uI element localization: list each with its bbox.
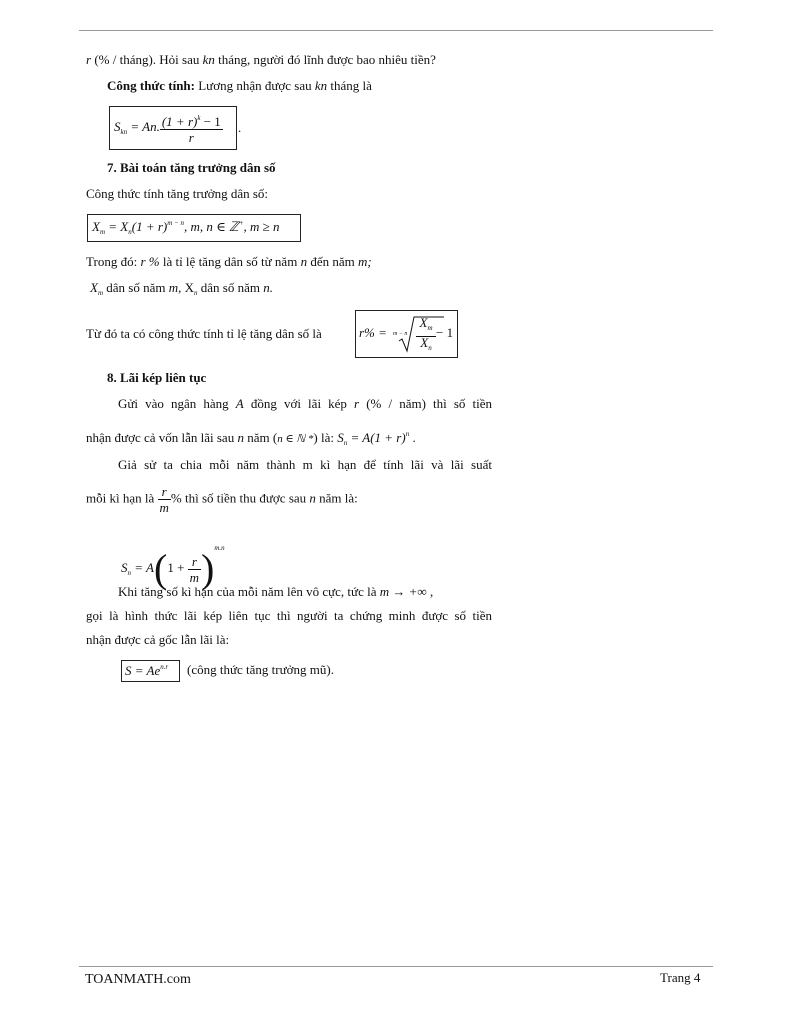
formula-population-box: $X_m = X_n(1 + r)^{m - n}$, m, n ∈ ℤ+, m ≥ n	[87, 214, 301, 242]
heading-8: 8. Lãi kép liên tục	[107, 370, 207, 385]
formula-rate-box: r% = m − n $X_m$ $X_n$ − 1	[355, 310, 458, 358]
rate-text: Từ đó ta có công thức tính tỉ lệ tăng dân số là	[86, 326, 322, 341]
where-line: Trong đó: r % là tỉ lệ tăng dân số từ năm n đến năm m;	[86, 254, 372, 269]
formula-salary-dot: .	[238, 120, 242, 135]
formula-label-line: Công thức tính: Lương nhận được sau kn tháng là	[107, 78, 372, 93]
formula-exponential-box: $S = Ae^{n.r}$	[121, 660, 180, 682]
p3-line-3: nhận được cả gốc lẫn lãi là:	[86, 632, 230, 647]
footer-rule	[79, 966, 713, 967]
population-intro: Công thức tính tăng trưởng dân số:	[86, 186, 269, 201]
formula-exponential-caption: (công thức tăng trưởng mũ).	[187, 662, 334, 677]
formula-label: Công thức tính:	[107, 78, 195, 93]
p3-line-1: Khi tăng số kì hạn của mỗi năm lên vô cực, tức là m → +∞ ,	[118, 584, 434, 599]
formula-salary-box: $S_{kn} = An$. $\frac{(1 + r)^k - 1}{r}$	[109, 106, 237, 150]
rate-per-term-fraction: $\frac{r}{m}$	[159, 484, 169, 515]
p2-line-2: mỗi kì hạn là $\frac{r}{m}$ % thì số tiền thu được sau n năm là:	[86, 484, 358, 515]
salary-fraction: $\frac{(1 + r)^k - 1}{r}$	[160, 111, 223, 145]
footer-page-number: Trang 4	[660, 970, 701, 985]
footer-site: TOANMATH.com	[85, 972, 191, 987]
p1-line-1: Gửi vào ngân hàng A đồng với lãi kép r (% / năm) thì số tiền	[118, 396, 493, 411]
p2-line-1: Giả sử ta chia mỗi năm thành m kì hạn để tính lãi và lãi suất	[118, 457, 492, 472]
p1-line-2: nhận được cả vốn lẫn lãi sau n năm (n ∈ ℕ *) là: $S_n = A(1 + r)^n$ .	[86, 430, 416, 447]
text-line-1: r (% / tháng). Hỏi sau kn tháng, người đó lĩnh được bao nhiêu tiền?	[86, 52, 436, 67]
formula-compound-terms: $S_n = A(1$ + $\frac{r}{m}$ )$^{m.n}$	[121, 544, 225, 592]
p3-line-2: gọi là hình thức lãi kép liên tục thì người ta chứng minh được số tiền	[86, 608, 492, 623]
top-rule	[79, 30, 713, 31]
heading-7: 7. Bài toán tăng trưởng dân số	[107, 160, 276, 175]
xm-line: $X_m$ dân số năm m, $X_n$ dân số năm n.	[90, 280, 273, 297]
